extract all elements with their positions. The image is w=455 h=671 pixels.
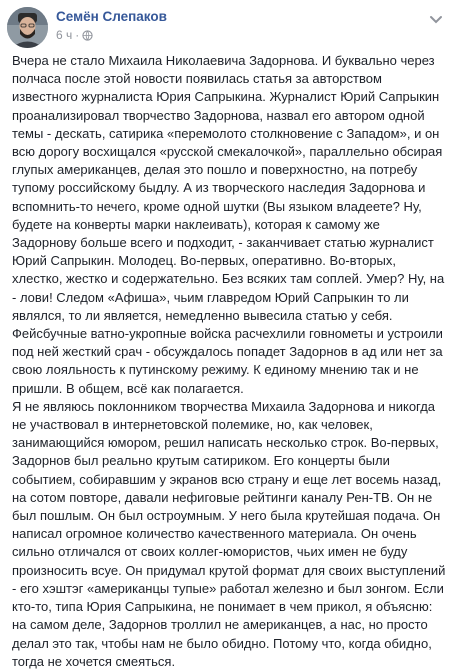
post-paragraph: Вчера не стало Михаила Николаевича Задорнова. И буквально через полчаса после этой новости появилась статья за авторством известного журналиста Юрия Сапрыкина. Журналист Юрий Сапрыкин проанализировал творчество Задорнова, назвал его автором одной темы - дескать, сатирика «перемолото столкновение с Западом», и он всю дорогу восхищался «русской смекалочкой», параллельно обсирая глупых американцев, делая это пошло и поверхностно, на потребу тупому российскому быдлу. А из творческого наследия Задорнова и вспомнить-то нечего, кроме одной шутки (Вы языком владеете? Ну, будете на конверты марки наклеивать), которая к самому же Задорнову больше всего и подходит, - заканчивает статью журналист Юрий Сапрыкин. Молодец. Во-первых, оперативно. Во-вторых, хлестко, жестко и содержательно. Без всяких там соплей. Умер? Ну, на - лови! Следом «Афиша», чьим главредом Юрий Сапрыкин то ли являлся, то ли является, немедленно вывесила статью у себя. Фейсбучные ватно-укропные войска расчехлили говнометы и устроили под ней жесткий срач - обсуждалось попадет Задорнов в ад или нет за свою лояльность к путинскому режиму. К единому мнению так и не пришли. В общем, всё как полагается. xyxy=(12,53,445,396)
meta-separator: · xyxy=(75,28,80,42)
post-meta xyxy=(56,28,93,42)
globe-icon[interactable] xyxy=(82,30,93,41)
avatar[interactable] xyxy=(7,7,48,48)
post-body xyxy=(12,52,448,671)
post-timestamp[interactable]: 6 ч xyxy=(56,28,73,42)
chevron-down-icon[interactable] xyxy=(429,12,443,22)
author-name[interactable]: Семён Слепаков xyxy=(56,9,167,24)
profile-photo xyxy=(7,7,48,48)
post-paragraph: Я не являюсь поклонником творчества Михаила Задорнова и никогда не участвовал в интернетовской полемике, но, как человек, занимающийся юмором, решил написать несколько строк. Во-первых, Задорнов был реально крутым сатириком. Его концерты были событием, собиравшим у экранов всю страну и еще лет восемь назад, на сотом повторе, давали нефиговые рейтинги каналу Рен-ТВ. Он не был пошлым. Он был остроумным. У него была крутейшая подача. Он написал огромное количество качественного материала. Он очень сильно отличался от своих коллег-юмористов, чьих имен не буду произносить всуе. Он придумал крутой формат для своих выступлений - его хэштэг «американцы тупые» работал железно и был зонгом. Если кто-то, типа Юрия Сапрыкина, не понимает в чем прикол, я объясню: на самом деле, Задорнов троллил не американцев, а нас, но просто делал это так, чтобы нам не было обидно. Потому что, когда обидно, тогда не хочется смеяться. xyxy=(12,398,446,669)
